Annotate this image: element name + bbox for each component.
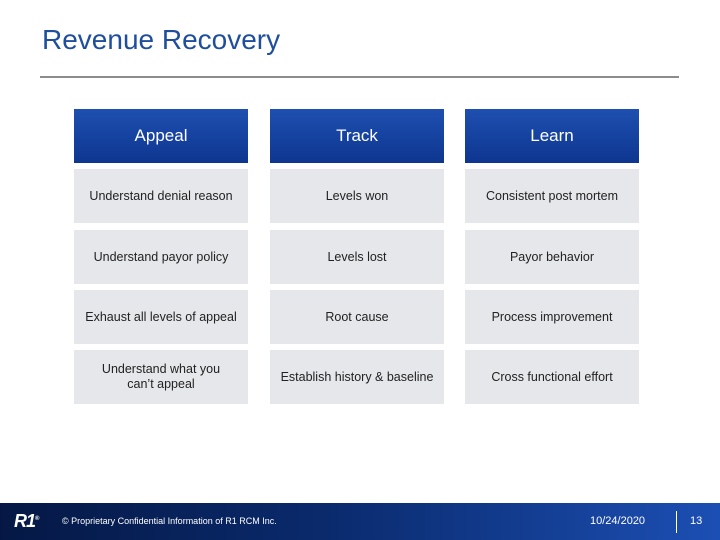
table-cell: Cross functional effort — [465, 350, 639, 404]
table-cell: Understand denial reason — [74, 169, 248, 223]
confidential-notice: © Proprietary Confidential Information of R1 RCM Inc. — [62, 516, 277, 526]
logo-text: R1 — [14, 511, 36, 531]
header-track: Track — [270, 109, 444, 163]
table-cell: Levels won — [270, 169, 444, 223]
table-cell: Exhaust all levels of appeal — [74, 290, 248, 344]
logo-registered-mark: ® — [35, 516, 39, 522]
title-divider — [40, 76, 679, 78]
table-cell: Establish history & baseline — [270, 350, 444, 404]
footer-divider — [676, 511, 677, 533]
footer-date: 10/24/2020 — [590, 515, 646, 527]
table-cell: Levels lost — [270, 230, 444, 284]
page-number: 13 — [690, 515, 703, 527]
footer-bar — [0, 503, 720, 540]
table-cell: Root cause — [270, 290, 444, 344]
r1-logo — [14, 511, 38, 532]
table-cell: Understand payor policy — [74, 230, 248, 284]
table-cell: Understand what you can’t appeal — [74, 350, 248, 404]
slide-title: Revenue Recovery — [42, 24, 281, 55]
table-cell: Process improvement — [465, 290, 639, 344]
table-cell: Payor behavior — [465, 230, 639, 284]
table-cell: Consistent post mortem — [465, 169, 639, 223]
header-learn: Learn — [465, 109, 639, 163]
header-appeal: Appeal — [74, 109, 248, 163]
